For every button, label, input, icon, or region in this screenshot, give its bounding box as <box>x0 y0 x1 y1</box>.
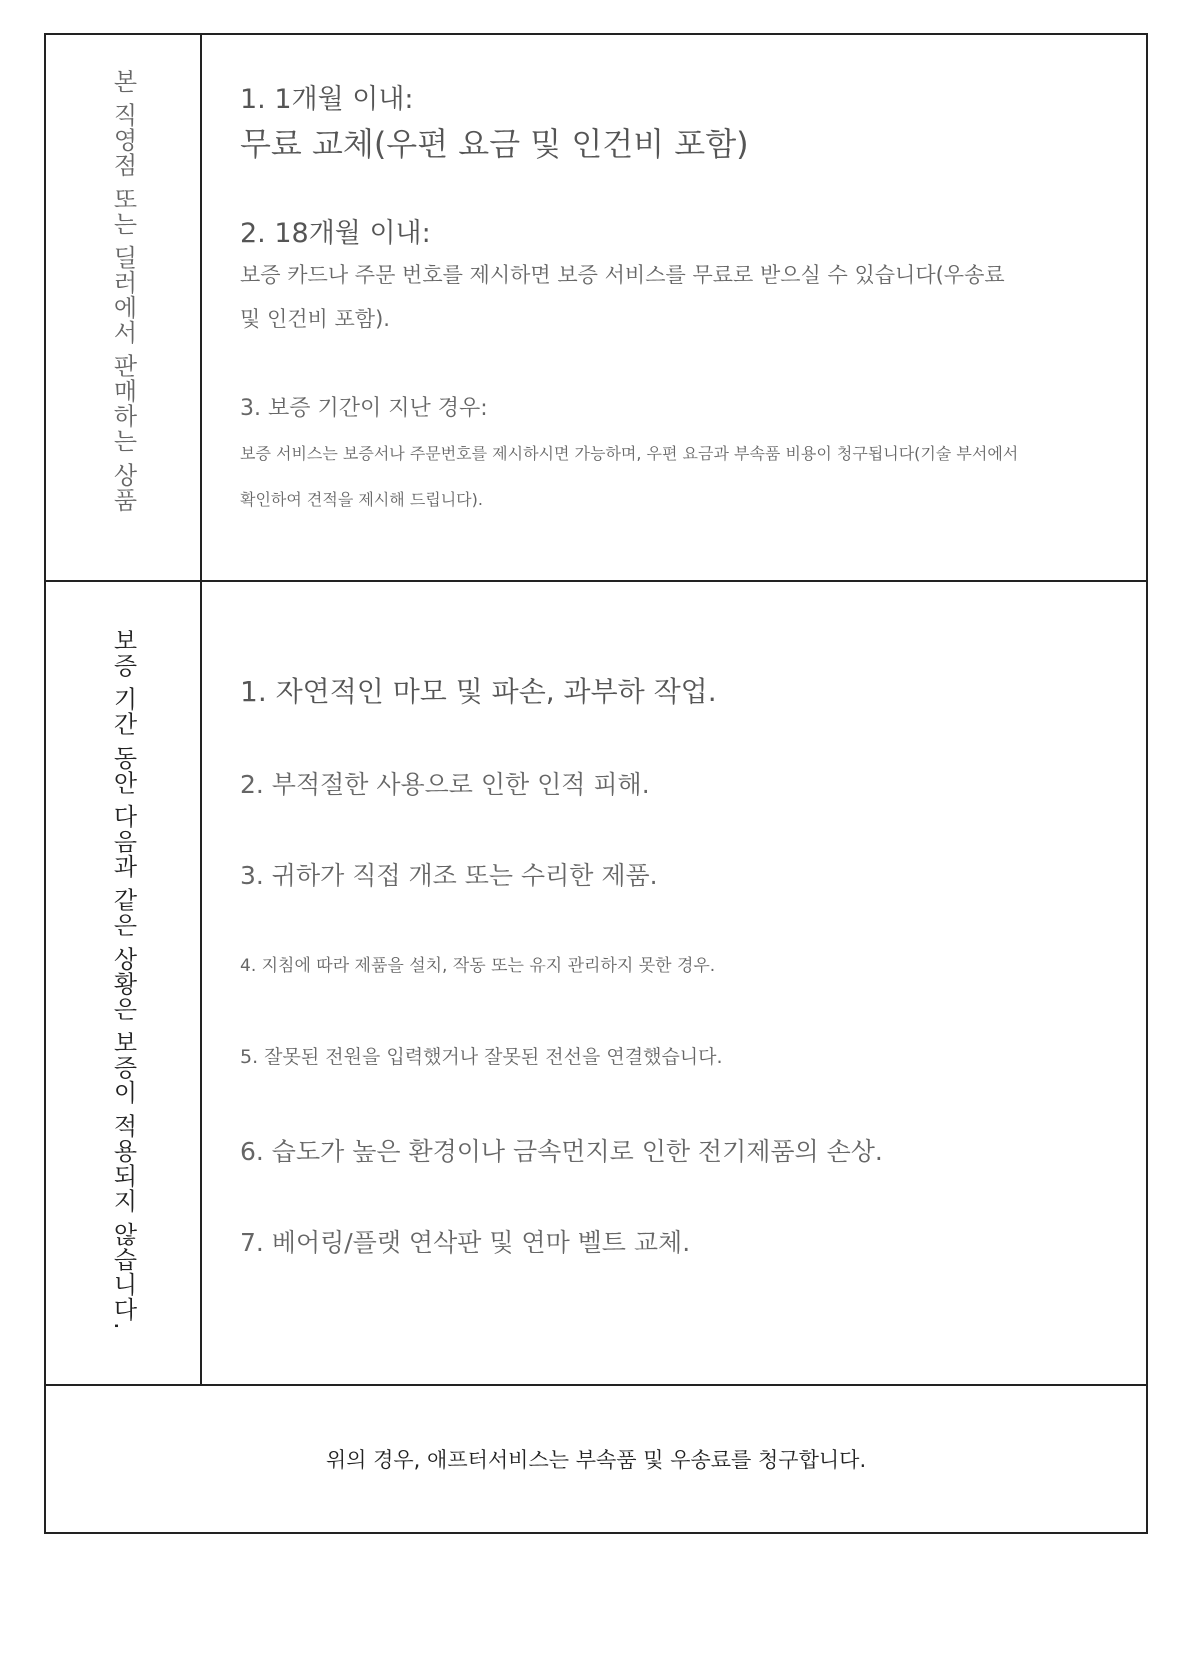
item-2-body-line-2: 및 인건비 포함). <box>240 307 390 331</box>
exclusion-item: 2. 부적절한 사용으로 인한 인적 피해. <box>240 770 650 799</box>
item-1-body: 무료 교체(우편 요금 및 인건비 포함) <box>240 125 749 163</box>
section-exclusions <box>46 582 1146 1386</box>
exclusion-item: 1. 자연적인 마모 및 파손, 과부하 작업. <box>240 675 717 708</box>
item-2-title: 2. 18개월 이내: <box>240 218 431 249</box>
exclusion-item: 5. 잘못된 전원을 입력했거나 잘못된 전선을 연결했습니다. <box>240 1046 723 1068</box>
item-3-title: 3. 보증 기간이 지난 경우: <box>240 396 488 421</box>
side-label-cell <box>46 35 202 580</box>
section-direct-sales <box>46 35 1146 582</box>
section-content <box>202 35 1146 580</box>
exclusion-item: 7. 베어링/플랫 연삭판 및 연마 벨트 교체. <box>240 1228 691 1257</box>
side-label-cell <box>46 582 202 1384</box>
side-label: 보증 기간 동안 다음과 같은 상황은 보증이 적용되지 않습니다. <box>109 628 137 1331</box>
item-3-body-line-2: 확인하여 견적을 제시해 드립니다). <box>240 490 483 509</box>
warranty-table <box>44 33 1148 1534</box>
item-3-body-line-1: 보증 서비스는 보증서나 주문번호를 제시하시면 가능하며, 우편 요금과 부속품 비용이 청구됩니다(기술 부서에서 <box>240 444 1019 463</box>
footer-note: 위의 경우, 애프터서비스는 부속품 및 우송료를 청구합니다. <box>325 1448 867 1472</box>
exclusion-item: 3. 귀하가 직접 개조 또는 수리한 제품. <box>240 861 658 890</box>
item-1-title: 1. 1개월 이내: <box>240 84 414 115</box>
section-footer <box>46 1386 1146 1532</box>
side-label: 본 직영점 또는 딜러에서 판매하는 상품 <box>109 69 137 513</box>
exclusion-item: 4. 지침에 따라 제품을 설치, 작동 또는 유지 관리하지 못한 경우. <box>240 956 716 976</box>
section-content <box>202 582 1146 1384</box>
exclusion-item: 6. 습도가 높은 환경이나 금속먼지로 인한 전기제품의 손상. <box>240 1137 883 1166</box>
item-2-body-line-1: 보증 카드나 주문 번호를 제시하면 보증 서비스를 무료로 받으실 수 있습니다(우송료 <box>240 263 1005 287</box>
